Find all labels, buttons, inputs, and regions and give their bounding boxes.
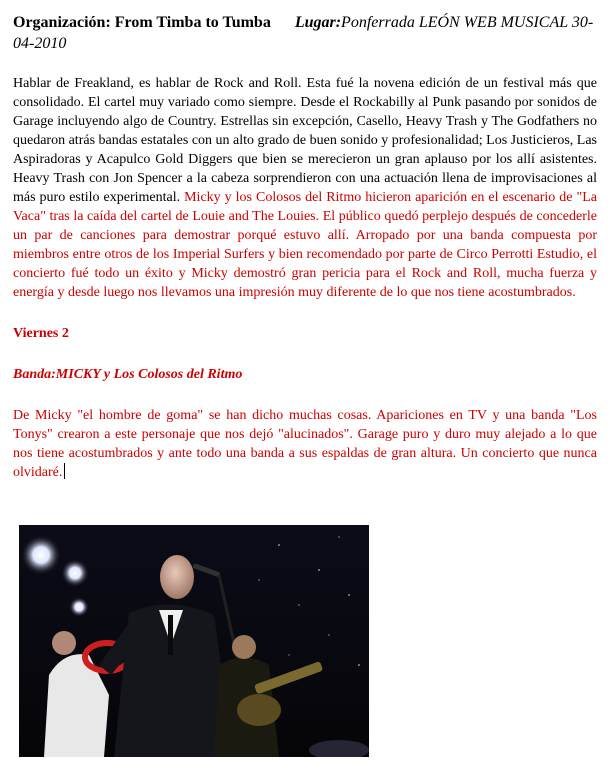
concert-photo-image (19, 525, 369, 757)
text-cursor (64, 463, 65, 479)
place-label: Lugar: (294, 14, 342, 31)
place-value: Ponferrada LEÓN WEB MUSICAL 30-04-2010 (13, 14, 594, 52)
band-text: De Micky "el hombre de goma" se han dicho muchas cosas. Apariciones en TV y una banda "Los Tonys" crearon a este personaje que nos dejó "alucinados". Garage puro y duro muy alejado a lo que nos tiene acostumbrados y ante todo una banda a sus espaldas de gran altura. Un concierto que nunca olvidaré. (13, 408, 597, 480)
article (13, 12, 597, 482)
day-heading: Viernes 2 (13, 326, 69, 341)
concert-photo (19, 525, 369, 757)
band-name: MICKY y Los Colosos del Ritmo (55, 367, 243, 382)
organization-label: Organización: (13, 14, 111, 31)
intro-paragraph (13, 74, 597, 302)
organization-value: From Timba to Tumba (114, 14, 271, 31)
intro-text: Hablar de Freakland, es hablar de Rock and Roll. Esta fué la novena edición de un festival más que consolidado. El cartel muy variado como siempre. Desde el Rockabilly al Punk pasando por sonidos de Garage incluyendo algo de Country. Estrellas sin excepción, Casello, Heavy Trash y The Godfathers no quedaron atrás bandas estatales con un alto grado de buen sonido y profesionalidad; Los Justicieros, Las Aspiradoras y Acapulco Gold Diggers que bien se merecieron un gran aplauso por los allí asistentes. Heavy Trash con Jon Spencer a la cabeza sorprendieron con una actuación llena de improvisaciones al más puro estilo experimental. (13, 76, 597, 205)
band-label: Banda: (13, 367, 56, 382)
article-header (13, 12, 597, 54)
intro-red-text: Micky y los Colosos del Ritmo hicieron aparición en el escenario de "La Vaca" tras la caída del cartel de Louie and The Louies. El público quedó perplejo después de concederle un par de canciones para demostrar porqué estuvo allí. Arropado por una banda compuesta por miembros entre otros de los Imperial Surfers y bien recomendado por parte de Circo Perrotti Estudio, el concierto fué todo un éxito y Micky demostró gran pericia para el Rock and Roll, mucha fuerza y energía y desde luego nos llevamos una impresión muy diferente de lo que nos tiene acostumbrados. (13, 190, 597, 300)
band-heading (13, 365, 597, 384)
band-paragraph (13, 406, 597, 482)
